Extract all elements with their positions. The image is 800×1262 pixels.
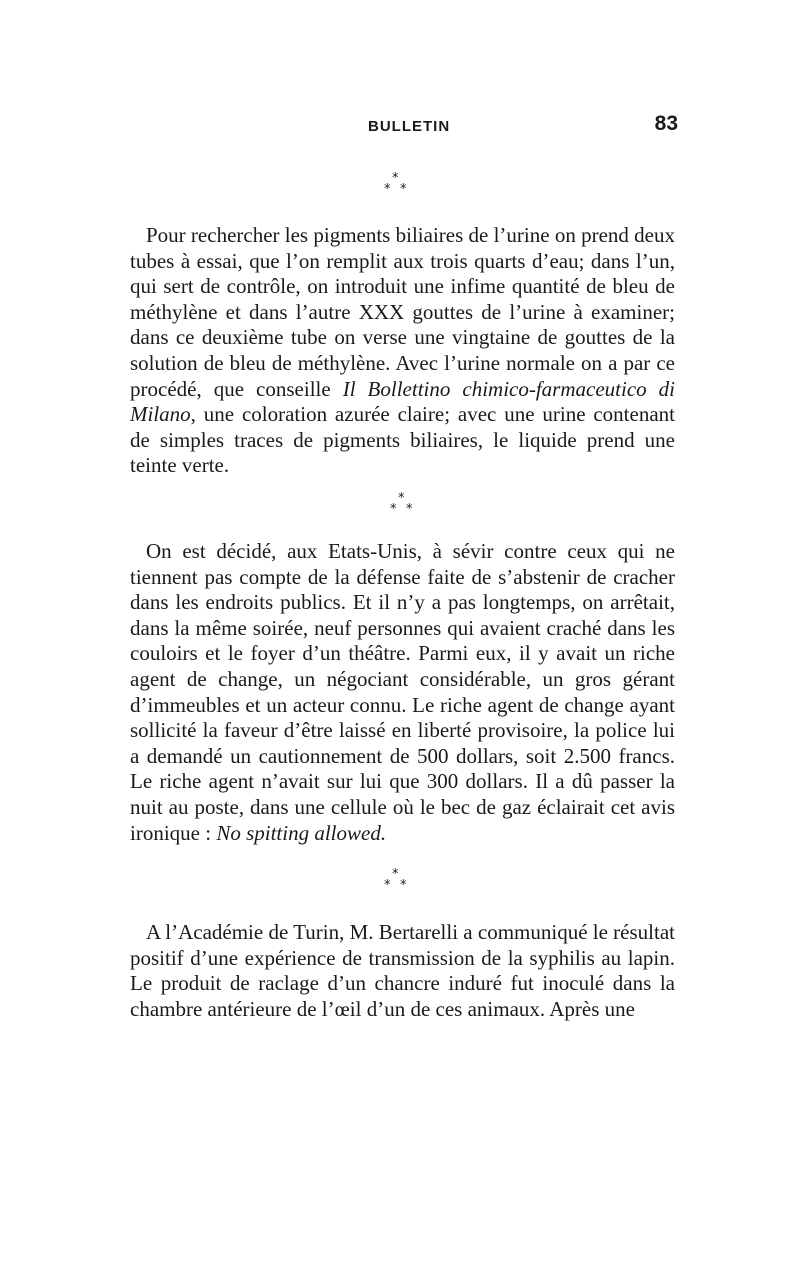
asterism-separator [384, 492, 424, 518]
asterisk: * [392, 867, 399, 882]
asterisk: * [390, 502, 397, 517]
running-title: BULLETIN [368, 118, 451, 135]
paragraph-text: , une coloration azurée claire; avec une urine contenant de simples traces de pigments biliaires, le liquide prend une teinte verte. [130, 402, 675, 478]
asterisk: * [406, 502, 413, 517]
paragraph-turin-academy [130, 920, 675, 1022]
asterism-separator [378, 868, 418, 894]
asterisk: * [392, 171, 399, 186]
asterisk: * [384, 182, 391, 197]
asterisk: * [398, 491, 405, 506]
paragraph-bile-pigments [130, 223, 675, 479]
paragraph-text: On est décidé, aux Etats-Unis, à sévir contre ceux qui ne tiennent pas compte de la défense faite de s’abstenir de cracher dans les endroits publics. Et il n’y a pas longtemps, on arrêtait, dans la même soirée, neuf personnes qui avaient craché dans les couloirs et le foyer d’un théâtre. Parmi eux, il y avait un riche agent de change, un négociant considérable, un gros gérant d’immeubles et un acteur connu. Le riche agent de change ayant sollicité la faveur d’être laissé en liberté provisoire, la police lui a demandé un cautionnement de 500 dollars, soit 2.500 francs. Le riche agent n’avait sur lui que 300 dollars. Il a dû passer la nuit au poste, dans une cellule où le bec de gaz éclairait cet avis ironique : [130, 539, 675, 845]
paragraph-text: Pour rechercher les pigments biliaires de l’urine on prend deux tubes à essai, que l’on remplit aux trois quarts d’eau; dans l’un, qui sert de contrôle, on introduit une infime quantité de bleu de méthylène et dans l’autre XXX gouttes de l’urine à examiner; dans ce deuxième tube on verse une vingtaine de gouttes de la solution de bleu de méthylène. Avec l’urine normale on a par ce procédé, que conseille [130, 223, 675, 401]
asterisk: * [400, 878, 407, 893]
asterism-separator [378, 172, 418, 198]
paragraph-text: A l’Académie de Turin, M. Bertarelli a communiqué le résultat positif d’une expérience de transmission de la syphilis au lapin. Le produit de raclage d’un chancre induré fut inoculé dans la chambre antérieure de l’œil d’un de ces animaux. Après une [130, 920, 675, 1021]
page-number: 83 [654, 112, 678, 135]
asterisk: * [400, 182, 407, 197]
running-head [130, 112, 678, 142]
paragraph-spitting [130, 539, 675, 846]
quoted-notice: No spitting allowed. [216, 820, 387, 845]
asterisk: * [384, 878, 391, 893]
publication-title: Il Bollettino chimico-farmaceutico di Milano [130, 376, 675, 427]
